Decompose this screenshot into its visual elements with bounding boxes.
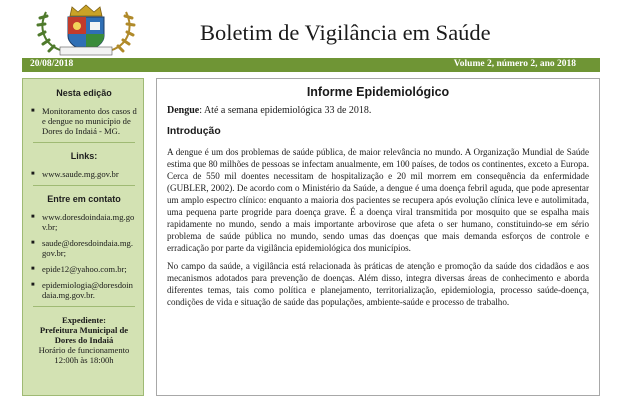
intro-heading: Introdução	[167, 126, 221, 137]
nesta-edicao-item: ■ Monitoramento dos casos de dengue no município de Dores do Indaiá - MG.	[31, 106, 137, 136]
edition-date: 20/08/2018	[30, 59, 74, 69]
contact-website[interactable]: ■ www.doresdoindaia.mg.gov.br;	[31, 212, 137, 232]
paragraph-1: A dengue é um dos problemas de saúde pública, de maior relevância no mundo. A Organização Mundial de Saúde estima que 80 milhões de pessoas se infectam anualmente, em 100 países, de todos os continentes, exceto a Europa. Cerca de 550 mil doentes necessitam de hospitalização e 20 mil morrem em consequência da enfermidade (GUBLER, 2002). De acordo com o Ministério da Saúde, a dengue é uma doença febril aguda, que pode apresentar um amplo espectro clínico: enquanto a maioria dos pacientes se recupera após evolução clínica leve e autolimitada, uma pequena parte progride para doença grave. É a doença viral transmitida por mosquito que se espalha mais rapidamente no mundo, sendo a mais importante arbovirose que afeta o ser humano, constituindo-se em sério problema de saúde pública no mundo, sendo umas das doenças que mais demanda esforços de controle e erradicação por parte da vigilância epidemiológica dos municípios.	[167, 147, 589, 253]
sidebar-divider	[33, 142, 135, 143]
contact-email-epide[interactable]: ■ epide12@yahoo.com.br;	[31, 264, 137, 274]
dengue-label: Dengue	[167, 105, 200, 116]
edition-band	[22, 58, 600, 72]
sidebar-divider	[33, 185, 135, 186]
sidebar	[22, 78, 144, 396]
link-saude-mg[interactable]: ■ www.saude.mg.gov.br	[31, 169, 137, 179]
links-list	[31, 169, 137, 179]
header	[0, 0, 620, 58]
dengue-summary	[167, 105, 589, 116]
dengue-text: : Até a semana epidemiológica 33 de 2018.	[199, 105, 372, 116]
sidebar-divider	[33, 306, 135, 307]
edition-volume: Volume 2, número 2, ano 2018	[453, 59, 576, 69]
sidebar-heading-links: Links:	[70, 151, 98, 161]
horario-value: 12:00h às 18:00h	[54, 355, 114, 365]
expediente-org: Prefeitura Municipal de Dores do Indaiá	[39, 325, 129, 345]
main-article	[156, 78, 600, 396]
contact-email-epidemiologia[interactable]: ■ epidemiologia@doresdoindaia.mg.gov.br.	[31, 280, 137, 300]
article-heading: Informe Epidemiológico	[306, 85, 450, 99]
horario-label: Horário de funcionamento	[38, 345, 130, 355]
expediente-title: Expediente:	[62, 315, 106, 325]
bulletin-title: Boletim de Vigilância em Saúde	[200, 20, 491, 45]
sidebar-heading-contato: Entre em contato	[47, 194, 121, 204]
contact-list	[31, 212, 137, 300]
nesta-edicao-list	[31, 106, 137, 136]
paragraph-2: No campo da saúde, a vigilância está relacionada às práticas de atenção e promoção da saúde dos cidadãos e aos mecanismos adotados para prevenção de doenças. Além disso, integra diversas áreas de conhecimento e aborda diferentes temas, tais como política e planejamento, territorialização, epidemiologia, processo saúde-doença, condições de vida e situação de saúde das populações, ambiente-saúde e processo de trabalho.	[167, 261, 589, 307]
sidebar-heading-nesta-edicao: Nesta edição	[56, 88, 112, 98]
coat-of-arms-logo	[20, 4, 152, 56]
contact-email-saude[interactable]: ■ saude@doresdoindaia.mg.gov.br;	[31, 238, 137, 258]
